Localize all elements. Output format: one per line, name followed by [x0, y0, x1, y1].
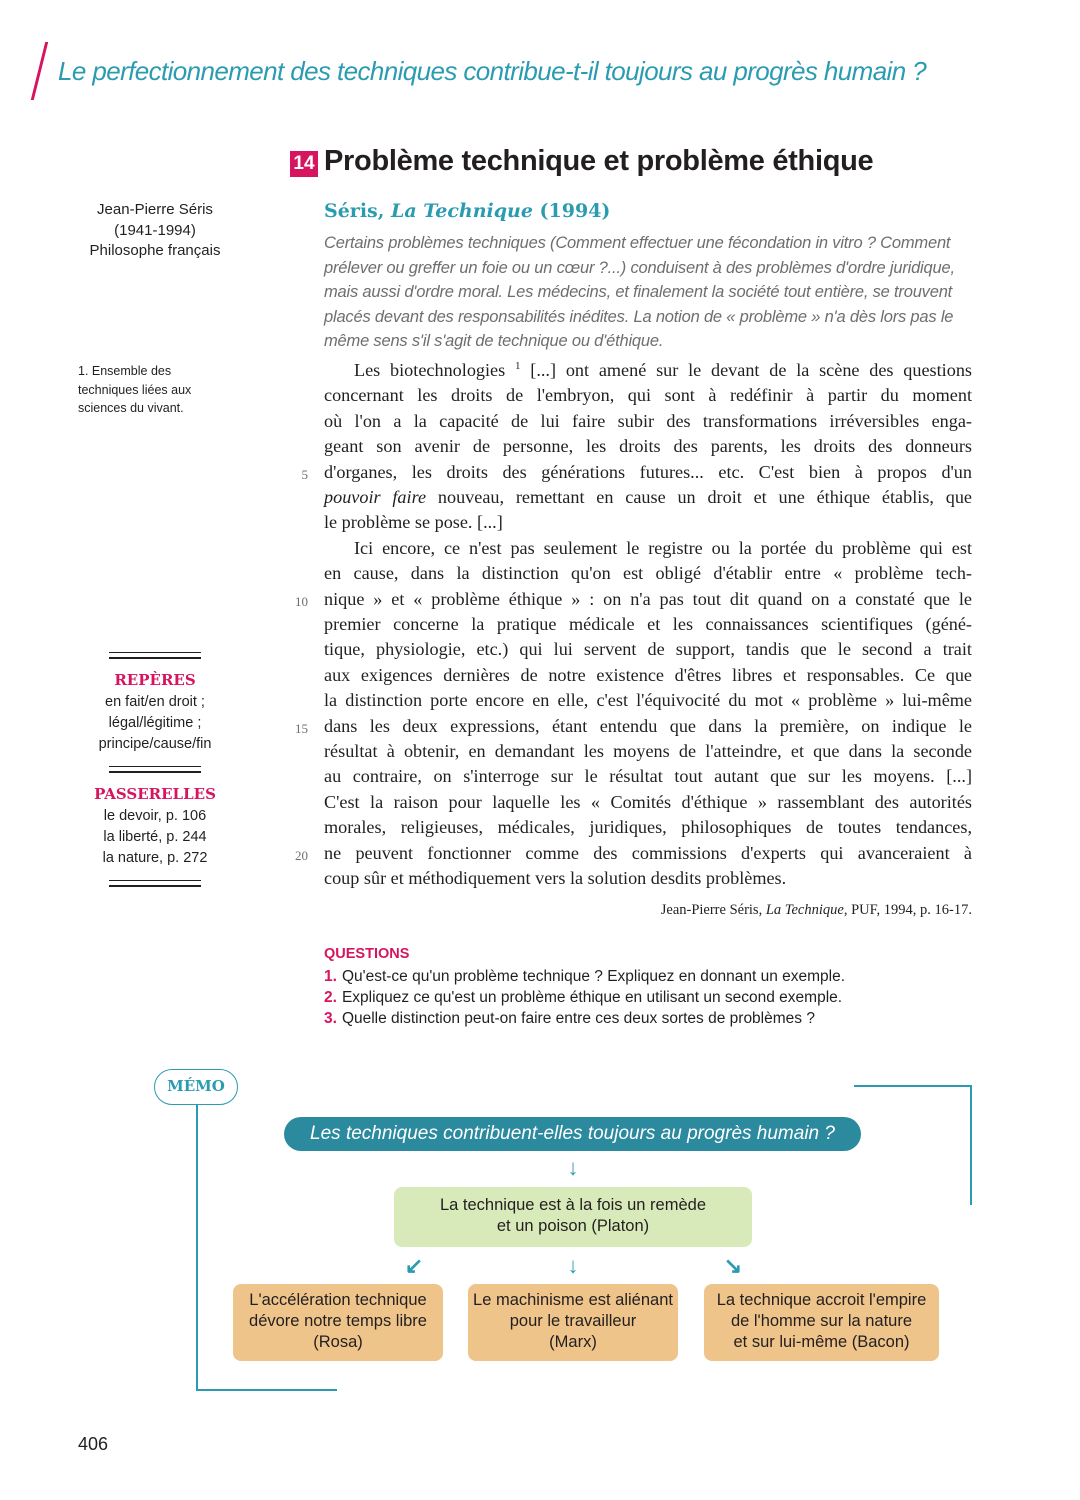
header-slash-decoration — [31, 42, 48, 100]
divider — [109, 880, 201, 887]
question-text: Qu'est-ce qu'un problème technique ? Expliquez en donnant un exemple. — [341, 968, 846, 985]
text-line — [324, 360, 972, 385]
divider — [109, 652, 201, 659]
text-line: en cause, dans la distinction qu'on est obligé d'établir entre « problème tech- — [324, 563, 972, 584]
memo-box-line: La technique accroit l'empire — [716, 1291, 927, 1309]
source-year: (1994) — [539, 200, 611, 222]
footnote-line: techniques liées aux — [78, 382, 192, 397]
question-number: 3. — [324, 1010, 337, 1027]
text-line: d'organes, les droits des générations futures... etc. C'est bien à propos d'un — [324, 461, 972, 482]
memo-box-line: La technique est à la fois un remède — [439, 1196, 706, 1214]
memo-frame-line — [854, 1085, 972, 1087]
question-number: 1. — [324, 968, 337, 985]
text-line: morales, religieuses, médicales, juridiques, philosophiques de toutes tendances, — [324, 817, 972, 838]
memo-box-rosa — [233, 1284, 443, 1361]
line-number: 20 — [295, 848, 308, 863]
arrow-down-icon: ↓ — [567, 1253, 579, 1278]
memo-frame-line — [196, 1389, 337, 1391]
question-item — [324, 1010, 815, 1028]
question-number: 2. — [324, 989, 337, 1006]
running-title: Le perfectionnement des techniques contribue-t-il toujours au progrès humain ? — [58, 56, 927, 86]
memo-box-line: (Marx) — [549, 1333, 597, 1351]
footnote-line: sciences du vivant. — [78, 401, 184, 415]
page-number: 406 — [78, 1434, 109, 1454]
text-line — [324, 487, 972, 512]
text-line: geant son avenir de personne, les droits des parents, les droits des donneurs — [324, 436, 972, 457]
text-line: la distinction porte encore en elle, c'est l'équivocité du mot « problème » lui-même — [324, 690, 972, 711]
passerelles-list — [75, 806, 235, 869]
memo-box-line: et un poison (Platon) — [496, 1217, 650, 1235]
citation-work: La Technique — [765, 902, 844, 918]
intro-text: Certains problèmes techniques (Comment effectuer une fécondation in vitro ? Comment prélever ou greffer un foie ou un cœur ?...) conduisent à des problèmes d'ordre juridique, mais aussi d'ordre moral. Les médecins, et finalement la société tout entière, se trouvent placés devant des responsabilités inédites. La notion de « problème » n'a dès lors pas le même sens s'il s'agit de technique ou d'éthique. — [324, 234, 955, 350]
text-line: nique » et « problème éthique » : on n'a pas tout dit quand on a constaté que le — [324, 588, 972, 609]
author-name: Jean-Pierre Séris — [97, 201, 213, 218]
text-line: concernant les droits de l'embryon, qui sont à redéfinir à partir du moment — [324, 385, 972, 406]
arrow-down-left-icon: ↙ — [404, 1253, 424, 1278]
text-line: aux exigences dernières de notre existence d'êtres libres et responsables. Ce que — [324, 664, 972, 685]
reperes-title: REPÈRES — [114, 671, 196, 689]
citation — [560, 902, 972, 919]
arrow-down-icon: ↓ — [567, 1155, 579, 1180]
passerelle-link[interactable]: la nature, p. 272 — [102, 850, 208, 866]
text-line: premier concerne la pratique médicale et les connaissances scientifiques (géné- — [324, 614, 972, 634]
memo-box-line: et sur lui-même (Bacon) — [733, 1333, 910, 1351]
text-line: ne peuvent fonctionner comme des commissions d'experts qui avanceraient à — [324, 842, 972, 863]
memo-box-marx — [468, 1284, 678, 1361]
text-line-part: [...] ont amené sur le devant de la scène des questions — [530, 360, 973, 381]
reperes-item: en fait/en droit ; — [105, 694, 205, 710]
footnote-line: 1. Ensemble des — [78, 364, 172, 378]
question-item — [324, 989, 842, 1007]
memo-box-line: Le machinisme est aliénant — [473, 1291, 673, 1309]
source-author: Séris, — [324, 200, 385, 222]
author-info — [70, 200, 240, 262]
source-work: La Technique — [390, 200, 533, 222]
section-number-badge: 14 — [290, 151, 318, 177]
reperes-item: légal/légitime ; — [108, 715, 202, 731]
question-text: Quelle distinction peut-on faire entre ces deux sortes de problèmes ? — [341, 1010, 815, 1027]
reperes-list — [75, 692, 235, 755]
arrow-down-right-icon: ↘ — [723, 1253, 743, 1278]
memo-question: Les techniques contribuent-elles toujours au progrès humain ? — [284, 1117, 861, 1151]
line-number: 10 — [295, 594, 308, 609]
text-line-part: nouveau, remettant en cause un droit et une éthique établis, que — [437, 487, 972, 507]
memo-box-line: L'accélération technique — [249, 1291, 427, 1309]
memo-box-line: pour le travailleur — [509, 1312, 637, 1330]
author-dates: (1941-1994) — [114, 221, 196, 239]
text-line: coup sûr et méthodiquement vers la solution desdits problèmes. — [324, 868, 787, 888]
text-line: résultat à obtenir, en demandant les moyens de l'atteindre, et que dans la seconde — [324, 741, 972, 761]
memo-frame-line — [196, 1105, 198, 1391]
citation-author: Jean-Pierre Séris, — [660, 902, 763, 918]
footnote — [78, 362, 218, 418]
text-line: C'est la raison pour laquelle les « Comités d'éthique » rassemblant des autorités — [324, 791, 972, 812]
text-line-part: Les biotechnologies — [354, 360, 506, 381]
footnote-ref: 1 — [515, 360, 521, 372]
questions-title: QUESTIONS — [324, 946, 410, 962]
reperes-item: principe/cause/fin — [98, 736, 212, 752]
text-line: où l'on a la capacité de lui faire subir des transformations irréversibles enga- — [324, 410, 972, 431]
passerelles-title: PASSERELLES — [94, 785, 216, 803]
divider — [109, 766, 201, 773]
text-line: dans les deux expressions, étant entendu que dans la première, on indique le — [324, 715, 972, 736]
section-title: Problème technique et problème éthique — [324, 145, 874, 177]
memo-badge: MÉMO — [154, 1069, 238, 1105]
text-line: au contraire, on s'interroge sur le résultat tout autant que sur les moyens. [...] — [324, 766, 972, 787]
text-line: Ici encore, ce n'est pas seulement le registre ou la portée du problème qui est — [354, 537, 972, 558]
memo-box-line: de l'homme sur la nature — [730, 1312, 913, 1330]
memo-central-box — [394, 1187, 752, 1247]
text-line-italic: pouvoir faire — [324, 487, 427, 507]
text-line: le problème se pose. [...] — [324, 512, 503, 533]
question-item — [324, 968, 845, 986]
passerelle-link[interactable]: la liberté, p. 244 — [103, 829, 207, 845]
memo-box-line: dévore notre temps libre — [249, 1312, 427, 1330]
line-number: 15 — [295, 721, 308, 736]
passerelle-link[interactable]: le devoir, p. 106 — [103, 808, 207, 824]
text-line: tique, physiologie, etc.) qui lui servent de support, tandis que le second a trait — [324, 639, 972, 660]
memo-box-line: (Rosa) — [313, 1333, 363, 1351]
memo-box-bacon — [704, 1284, 939, 1361]
line-number: 5 — [301, 467, 308, 482]
question-text: Expliquez ce qu'est un problème éthique en utilisant un second exemple. — [341, 989, 843, 1006]
author-role: Philosophe français — [89, 242, 221, 259]
citation-details: , PUF, 1994, p. 16-17. — [843, 902, 972, 918]
memo-frame-line — [970, 1085, 972, 1205]
source-reference — [324, 200, 610, 222]
